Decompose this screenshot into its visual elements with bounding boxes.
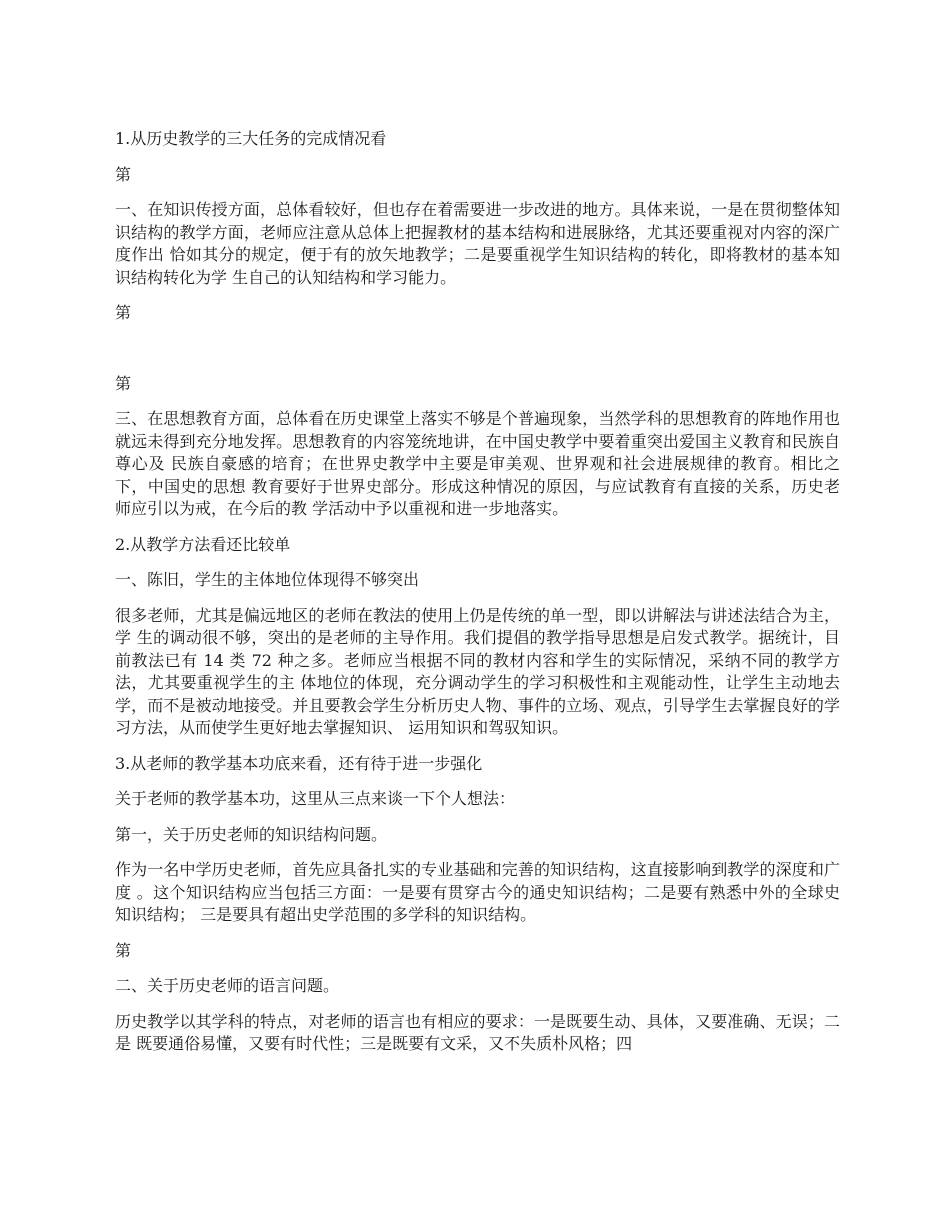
document-body: [115, 128, 840, 1056]
paragraph-methods: 很多老师，尤其是偏远地区的老师在教法的使用上仍是传统的单一型，即以讲解法与讲述法结合为主，学 生的调动很不够，突出的是老师的主导作用。我们提倡的教学指导思想是启发式教学。据统计，目前教法已有 14 类 72 种之多。老师应当根据不同的教材内容和学生的实际情况，采纳不同的教学方法，尤其要重视学生的主 体地位的体现，充分调动学生的学习积极性和主观能动性，让学生主动地去学，而不是被动地接受。并且要教会学生分析历史人物、事件的立场、观点，引导学生去掌握良好的学习方法，从而使学生更好地去掌握知识、 运用知识和驾驭知识。: [115, 605, 840, 737]
subheading-outdated: 一、陈旧，学生的主体地位体现得不够突出: [115, 570, 420, 589]
section-heading-1: 1.从历史教学的三大任务的完成情况看: [115, 129, 387, 148]
paragraph-knowledge-structure: 作为一名中学历史老师，首先应具备扎实的专业基础和完善的知识结构，这直接影响到教学的深度和广度 。这个知识结构应当包括三方面：一是要有贯穿古今的通史知识结构；二是要有熟悉中外的全球史知识结构； 三是要具有超出史学范围的多学科的知识结构。: [115, 860, 840, 924]
marker-text: 第: [115, 373, 132, 393]
paragraph-intro: 关于老师的教学基本功，这里从三点来谈一下个人想法：: [115, 789, 516, 808]
marker-text: 第: [115, 940, 132, 960]
paragraph-ideology: 三、在思想教育方面，总体看在历史课堂上落实不够是个普遍现象，当然学科的思想教育的阵地作用也 就远未得到充分地发挥。思想教育的内容笼统地讲，在中国史教学中要着重突出爱国主义教育和民族自尊心及 民族自豪感的培育；在世界史教学中主要是审美观、世界观和社会进展规律的教育。相比之下，中国史的思想 教育要好于世界史部分。形成这种情况的原因，与应试教育有直接的关系，历史老师应引以为戒，在今后的教 学活动中予以重视和进一步地落实。: [115, 409, 840, 518]
marker-text: 第: [115, 164, 132, 184]
subheading-knowledge-structure: 第一，关于历史老师的知识结构问题。: [115, 824, 388, 844]
subheading-language: 二、关于历史老师的语言问题。: [115, 976, 340, 995]
marker-text: 第: [115, 303, 132, 322]
paragraph-knowledge: 一、在知识传授方面，总体看较好，但也存在着需要进一步改进的地方。具体来说，一是在贯彻整体知 识结构的教学方面，老师应注意从总体上把握教材的基本结构和进展脉络，尤其还要重视对内容的深广度作出 恰如其分的规定，便于有的放矢地教学；二是要重视学生知识结构的转化，即将教材的基本知识结构转化为学 生自己的认知结构和学习能力。: [115, 200, 840, 287]
section-heading-3: 3.从老师的教学基本功底来看，还有待于进一步强化: [115, 753, 483, 773]
paragraph-language: 历史教学以其学科的特点，对老师的语言也有相应的要求：一是既要生动、具体，又要准确、无误；二是 既要通俗易懂，又要有时代性；三是既要有文采，又不失质朴风格；四: [115, 1011, 840, 1053]
section-heading-2: 2.从教学方法看还比较单: [115, 534, 291, 554]
